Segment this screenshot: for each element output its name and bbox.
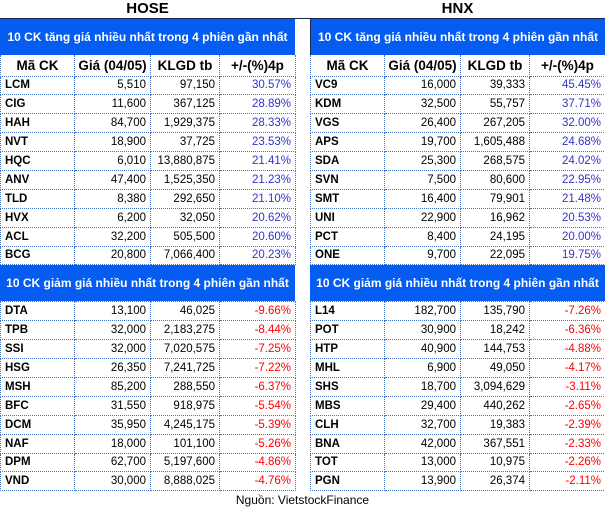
change-cell: 28.89% xyxy=(220,95,296,114)
ticker-cell: MBS xyxy=(311,396,385,415)
change-cell: -9.66% xyxy=(220,302,296,321)
ticker-cell: TLD xyxy=(1,189,75,208)
price-cell: 18,000 xyxy=(75,434,151,453)
volume-cell: 1,929,375 xyxy=(151,114,220,133)
change-cell: 21.23% xyxy=(220,170,296,189)
volume-cell: 101,100 xyxy=(151,434,220,453)
table-row xyxy=(311,340,605,359)
header-row xyxy=(311,55,605,76)
exchange-panel xyxy=(310,19,605,491)
volume-cell: 18,242 xyxy=(461,321,530,340)
price-cell: 84,700 xyxy=(75,114,151,133)
volume-cell: 135,790 xyxy=(461,302,530,321)
change-cell: -4.76% xyxy=(220,472,296,491)
volume-cell: 7,241,725 xyxy=(151,359,220,378)
ticker-cell: SMT xyxy=(311,189,385,208)
table-row xyxy=(311,396,605,415)
ticker-cell: CIG xyxy=(1,95,75,114)
exchange-panels xyxy=(0,19,605,491)
ticker-cell: LCM xyxy=(1,76,75,95)
change-cell: 19.75% xyxy=(530,246,605,265)
price-cell: 8,380 xyxy=(75,189,151,208)
price-cell: 11,600 xyxy=(75,95,151,114)
price-cell: 32,700 xyxy=(385,415,461,434)
volume-cell: 292,650 xyxy=(151,189,220,208)
volume-cell: 55,757 xyxy=(461,95,530,114)
exchange-title-hose: HOSE xyxy=(0,0,295,18)
volume-cell: 37,725 xyxy=(151,133,220,152)
change-cell: 21.41% xyxy=(220,152,296,171)
price-cell: 7,500 xyxy=(385,170,461,189)
ticker-cell: TPB xyxy=(1,321,75,340)
price-cell: 25,300 xyxy=(385,152,461,171)
table-row xyxy=(311,434,605,453)
ticker-cell: ONE xyxy=(311,246,385,265)
change-cell: -5.39% xyxy=(220,415,296,434)
volume-cell: 7,066,400 xyxy=(151,246,220,265)
change-cell: -7.26% xyxy=(530,302,605,321)
table-row xyxy=(311,208,605,227)
price-cell: 6,900 xyxy=(385,359,461,378)
exchange-panel xyxy=(0,19,295,491)
change-cell: 20.00% xyxy=(530,227,605,246)
ticker-cell: MSH xyxy=(1,377,75,396)
ticker-cell: HSG xyxy=(1,359,75,378)
volume-cell: 288,550 xyxy=(151,377,220,396)
change-cell: 20.53% xyxy=(530,208,605,227)
volume-cell: 3,094,629 xyxy=(461,377,530,396)
column-header: KLGD tb xyxy=(151,55,220,76)
price-cell: 42,000 xyxy=(385,434,461,453)
table-row xyxy=(1,227,296,246)
table-row xyxy=(311,453,605,472)
losers-table xyxy=(310,301,605,491)
ticker-cell: SVN xyxy=(311,170,385,189)
table-header xyxy=(1,55,296,76)
price-cell: 6,010 xyxy=(75,152,151,171)
change-cell: -7.22% xyxy=(220,359,296,378)
ticker-cell: PGN xyxy=(311,472,385,491)
table-row xyxy=(1,189,296,208)
price-cell: 30,000 xyxy=(75,472,151,491)
ticker-cell: VC9 xyxy=(311,76,385,95)
ticker-cell: DPM xyxy=(1,453,75,472)
price-cell: 32,500 xyxy=(385,95,461,114)
table-row xyxy=(1,76,296,95)
change-cell: 21.48% xyxy=(530,189,605,208)
ticker-cell: DCM xyxy=(1,415,75,434)
price-cell: 9,700 xyxy=(385,246,461,265)
table-row xyxy=(1,133,296,152)
table-row xyxy=(1,396,296,415)
change-cell: -2.39% xyxy=(530,415,605,434)
gainers-table-title: 10 CK tăng giá nhiều nhất trong 4 phiên gần nhất xyxy=(0,19,295,55)
table-row xyxy=(1,359,296,378)
price-cell: 18,900 xyxy=(75,133,151,152)
volume-cell: 26,374 xyxy=(461,472,530,491)
ticker-cell: SSI xyxy=(1,340,75,359)
volume-cell: 268,575 xyxy=(461,152,530,171)
source-caption: Nguồn: VietstockFinance xyxy=(0,491,605,510)
table-row xyxy=(311,189,605,208)
table-row xyxy=(311,472,605,491)
ticker-cell: UNI xyxy=(311,208,385,227)
gainers-table xyxy=(0,55,296,265)
table-row xyxy=(1,415,296,434)
table-row xyxy=(1,152,296,171)
price-cell: 6,200 xyxy=(75,208,151,227)
change-cell: -6.36% xyxy=(530,321,605,340)
price-cell: 5,510 xyxy=(75,76,151,95)
volume-cell: 918,975 xyxy=(151,396,220,415)
exchange-title-hnx: HNX xyxy=(310,0,605,18)
price-cell: 16,400 xyxy=(385,189,461,208)
price-cell: 182,700 xyxy=(385,302,461,321)
price-cell: 19,700 xyxy=(385,133,461,152)
table-row xyxy=(311,152,605,171)
volume-cell: 49,050 xyxy=(461,359,530,378)
table-row xyxy=(311,227,605,246)
column-header: Mã CK xyxy=(1,55,75,76)
change-cell: 24.02% xyxy=(530,152,605,171)
ticker-cell: VND xyxy=(1,472,75,491)
table-row xyxy=(311,170,605,189)
table-row xyxy=(311,321,605,340)
ticker-cell: KDM xyxy=(311,95,385,114)
volume-cell: 367,551 xyxy=(461,434,530,453)
ticker-cell: PCT xyxy=(311,227,385,246)
column-header: KLGD tb xyxy=(461,55,530,76)
price-cell: 32,000 xyxy=(75,321,151,340)
price-cell: 13,100 xyxy=(75,302,151,321)
ticker-cell: NVT xyxy=(1,133,75,152)
volume-cell: 46,025 xyxy=(151,302,220,321)
ticker-cell: HTP xyxy=(311,340,385,359)
losers-table-title: 10 CK giảm giá nhiều nhất trong 4 phiên gần nhất xyxy=(310,265,605,301)
price-cell: 13,900 xyxy=(385,472,461,491)
gainers-table xyxy=(310,55,605,265)
volume-cell: 79,901 xyxy=(461,189,530,208)
column-header: +/-(%)4p xyxy=(220,55,296,76)
ticker-cell: APS xyxy=(311,133,385,152)
volume-cell: 8,888,025 xyxy=(151,472,220,491)
price-cell: 20,800 xyxy=(75,246,151,265)
change-cell: -4.17% xyxy=(530,359,605,378)
price-cell: 47,400 xyxy=(75,170,151,189)
volume-cell: 5,197,600 xyxy=(151,453,220,472)
volume-cell: 13,880,875 xyxy=(151,152,220,171)
table-row xyxy=(1,246,296,265)
change-cell: -2.33% xyxy=(530,434,605,453)
volume-cell: 267,205 xyxy=(461,114,530,133)
volume-cell: 1,605,488 xyxy=(461,133,530,152)
volume-cell: 19,383 xyxy=(461,415,530,434)
table-row xyxy=(311,76,605,95)
price-cell: 29,400 xyxy=(385,396,461,415)
volume-cell: 80,600 xyxy=(461,170,530,189)
price-cell: 22,900 xyxy=(385,208,461,227)
ticker-cell: SHS xyxy=(311,377,385,396)
exchange-titles-row xyxy=(0,0,605,19)
volume-cell: 22,095 xyxy=(461,246,530,265)
ticker-cell: VGS xyxy=(311,114,385,133)
price-cell: 30,900 xyxy=(385,321,461,340)
change-cell: -3.11% xyxy=(530,377,605,396)
change-cell: 20.60% xyxy=(220,227,296,246)
table-row xyxy=(311,302,605,321)
change-cell: 21.10% xyxy=(220,189,296,208)
price-cell: 13,000 xyxy=(385,453,461,472)
column-header: Giá (04/05) xyxy=(75,55,151,76)
change-cell: 20.62% xyxy=(220,208,296,227)
change-cell: -6.37% xyxy=(220,377,296,396)
volume-cell: 10,975 xyxy=(461,453,530,472)
ticker-cell: MHL xyxy=(311,359,385,378)
ticker-cell: HVX xyxy=(1,208,75,227)
ticker-cell: DTA xyxy=(1,302,75,321)
volume-cell: 32,050 xyxy=(151,208,220,227)
ticker-cell: POT xyxy=(311,321,385,340)
change-cell: -2.26% xyxy=(530,453,605,472)
column-header: Giá (04/05) xyxy=(385,55,461,76)
gainers-table-title: 10 CK tăng giá nhiều nhất trong 4 phiên gần nhất xyxy=(310,19,605,55)
table-header xyxy=(311,55,605,76)
losers-table-title: 10 CK giảm giá nhiều nhất trong 4 phiên gần nhất xyxy=(0,265,295,301)
ticker-cell: CLH xyxy=(311,415,385,434)
table-row xyxy=(1,114,296,133)
table-row xyxy=(311,133,605,152)
volume-cell: 144,753 xyxy=(461,340,530,359)
table-row xyxy=(1,208,296,227)
change-cell: 37.71% xyxy=(530,95,605,114)
table-row xyxy=(311,359,605,378)
price-cell: 8,400 xyxy=(385,227,461,246)
change-cell: 45.45% xyxy=(530,76,605,95)
volume-cell: 39,333 xyxy=(461,76,530,95)
volume-cell: 24,195 xyxy=(461,227,530,246)
ticker-cell: ACL xyxy=(1,227,75,246)
table-row xyxy=(311,246,605,265)
price-cell: 26,350 xyxy=(75,359,151,378)
price-cell: 26,400 xyxy=(385,114,461,133)
change-cell: 32.00% xyxy=(530,114,605,133)
table-row xyxy=(1,170,296,189)
ticker-cell: L14 xyxy=(311,302,385,321)
table-row xyxy=(311,415,605,434)
volume-cell: 7,020,575 xyxy=(151,340,220,359)
table-row xyxy=(1,340,296,359)
change-cell: 24.68% xyxy=(530,133,605,152)
header-row xyxy=(1,55,296,76)
change-cell: -4.88% xyxy=(530,340,605,359)
change-cell: -8.44% xyxy=(220,321,296,340)
ticker-cell: BFC xyxy=(1,396,75,415)
column-header: Mã CK xyxy=(311,55,385,76)
table-row xyxy=(1,302,296,321)
table-row xyxy=(311,114,605,133)
table-row xyxy=(1,472,296,491)
volume-cell: 367,125 xyxy=(151,95,220,114)
change-cell: 28.33% xyxy=(220,114,296,133)
price-cell: 85,200 xyxy=(75,377,151,396)
table-row xyxy=(1,453,296,472)
change-cell: 22.95% xyxy=(530,170,605,189)
price-cell: 35,950 xyxy=(75,415,151,434)
change-cell: -2.65% xyxy=(530,396,605,415)
change-cell: -2.11% xyxy=(530,472,605,491)
change-cell: -4.86% xyxy=(220,453,296,472)
ticker-cell: TOT xyxy=(311,453,385,472)
ticker-cell: NAF xyxy=(1,434,75,453)
ticker-cell: BCG xyxy=(1,246,75,265)
price-cell: 16,000 xyxy=(385,76,461,95)
volume-cell: 505,500 xyxy=(151,227,220,246)
column-header: +/-(%)4p xyxy=(530,55,605,76)
volume-cell: 4,245,175 xyxy=(151,415,220,434)
volume-cell: 97,150 xyxy=(151,76,220,95)
change-cell: -7.25% xyxy=(220,340,296,359)
volume-cell: 2,183,275 xyxy=(151,321,220,340)
table-row xyxy=(1,95,296,114)
table-row xyxy=(1,377,296,396)
change-cell: -5.54% xyxy=(220,396,296,415)
change-cell: -5.26% xyxy=(220,434,296,453)
volume-cell: 1,525,350 xyxy=(151,170,220,189)
change-cell: 20.23% xyxy=(220,246,296,265)
price-cell: 31,550 xyxy=(75,396,151,415)
change-cell: 30.57% xyxy=(220,76,296,95)
table-row xyxy=(1,321,296,340)
losers-table xyxy=(0,301,296,491)
volume-cell: 440,262 xyxy=(461,396,530,415)
ticker-cell: ANV xyxy=(1,170,75,189)
ticker-cell: HQC xyxy=(1,152,75,171)
price-cell: 62,700 xyxy=(75,453,151,472)
price-cell: 18,700 xyxy=(385,377,461,396)
price-cell: 32,000 xyxy=(75,340,151,359)
price-cell: 40,900 xyxy=(385,340,461,359)
table-row xyxy=(311,377,605,396)
ticker-cell: HAH xyxy=(1,114,75,133)
table-row xyxy=(311,95,605,114)
ticker-cell: BNA xyxy=(311,434,385,453)
table-row xyxy=(1,434,296,453)
column-gap xyxy=(295,0,310,18)
volume-cell: 16,962 xyxy=(461,208,530,227)
change-cell: 23.53% xyxy=(220,133,296,152)
ticker-cell: SDA xyxy=(311,152,385,171)
price-cell: 32,200 xyxy=(75,227,151,246)
